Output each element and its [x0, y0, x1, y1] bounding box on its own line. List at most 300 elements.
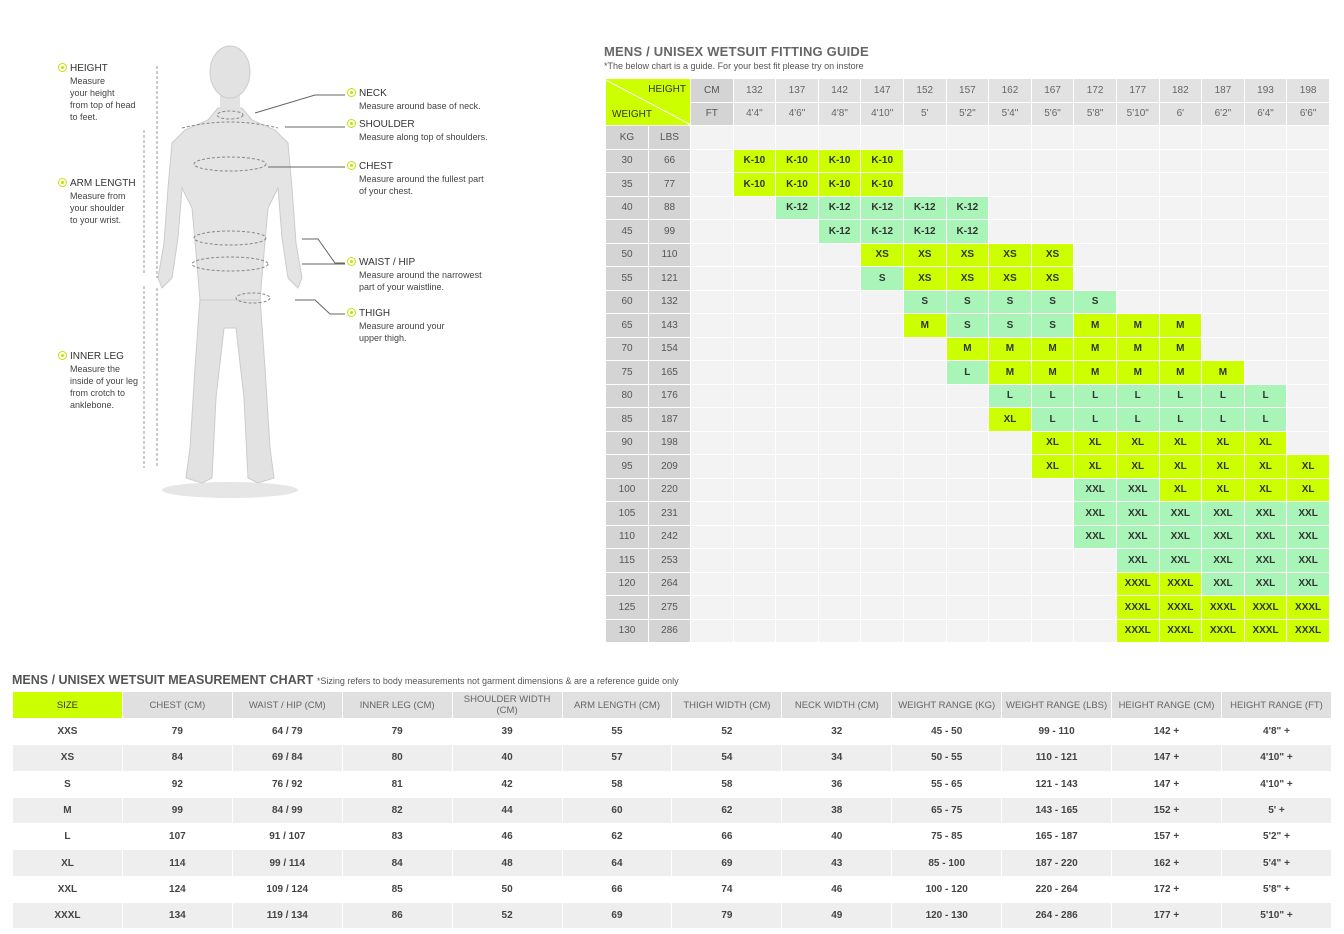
- grid-cell: [861, 478, 904, 502]
- table-cell: 45 - 50: [892, 719, 1002, 745]
- grid-cell: [1159, 290, 1202, 314]
- grid-cell: [1074, 196, 1117, 220]
- height-ft-header: 4'6": [776, 102, 819, 126]
- table-cell: 50 - 55: [892, 745, 1002, 771]
- grid-cell: [776, 455, 819, 479]
- grid-cell: [818, 126, 861, 150]
- grid-cell: [1159, 149, 1202, 173]
- grid-cell: [776, 596, 819, 620]
- size-cell: M: [1074, 314, 1117, 338]
- weight-lbs: 165: [649, 361, 691, 385]
- weight-kg: 90: [606, 431, 649, 455]
- table-cell: 66: [562, 876, 672, 902]
- size-cell: XS: [903, 267, 946, 291]
- grid-cell: [776, 384, 819, 408]
- table-row: [13, 903, 1332, 929]
- height-ft-header: 5': [903, 102, 946, 126]
- table-cell: 52: [452, 903, 562, 929]
- grid-cell: [776, 478, 819, 502]
- grid-cell: [691, 173, 734, 197]
- size-label: XL: [13, 850, 123, 876]
- table-cell: 91 / 107: [232, 824, 342, 850]
- table-cell: 4'10" +: [1221, 745, 1331, 771]
- measurement-chart-title: MENS / UNISEX WETSUIT MEASUREMENT CHART *Sizing refers to body measurements not garment dimensions & are a reference guide only: [12, 673, 679, 687]
- weight-kg: 30: [606, 149, 649, 173]
- grid-cell: [946, 619, 989, 643]
- table-cell: 124: [122, 876, 232, 902]
- size-cell: XL: [1159, 431, 1202, 455]
- weight-row: [606, 314, 1330, 338]
- table-cell: 62: [562, 824, 672, 850]
- grid-cell: [1031, 173, 1074, 197]
- grid-cell: [903, 596, 946, 620]
- grid-cell: [818, 361, 861, 385]
- table-cell: 46: [782, 876, 892, 902]
- weight-kg: 130: [606, 619, 649, 643]
- callout-inner-leg: INNER LEG Measure the inside of your leg from crotch to anklebone.: [58, 351, 148, 411]
- grid-cell: [691, 619, 734, 643]
- grid-cell: [989, 502, 1032, 526]
- height-ft-header: 5'10": [1116, 102, 1159, 126]
- size-cell: XXXL: [1287, 596, 1330, 620]
- grid-cell: [1287, 290, 1330, 314]
- measurement-chart-table: [12, 691, 1332, 929]
- grid-cell: [733, 196, 776, 220]
- grid-cell: [861, 337, 904, 361]
- grid-cell: [1031, 149, 1074, 173]
- weight-row: [606, 384, 1330, 408]
- height-cm-header: 172: [1074, 79, 1117, 103]
- size-cell: K-10: [861, 149, 904, 173]
- height-ft-header: 6': [1159, 102, 1202, 126]
- column-header: SHOULDER WIDTH (CM): [452, 692, 562, 719]
- target-icon: [347, 161, 356, 170]
- grid-cell: [1287, 126, 1330, 150]
- size-cell: K-10: [733, 173, 776, 197]
- weight-kg: 55: [606, 267, 649, 291]
- callout-chest: CHEST Measure around the fullest part of your chest.: [347, 161, 497, 197]
- size-cell: L: [1031, 408, 1074, 432]
- column-header: THIGH WIDTH (CM): [672, 692, 782, 719]
- height-axis-label: HEIGHT: [648, 83, 686, 95]
- grid-cell: [1031, 502, 1074, 526]
- size-cell: XXL: [1116, 525, 1159, 549]
- table-cell: 4'10" +: [1221, 771, 1331, 797]
- weight-row: [606, 220, 1330, 244]
- grid-cell: [861, 408, 904, 432]
- grid-cell: [691, 431, 734, 455]
- weight-lbs: 286: [649, 619, 691, 643]
- size-cell: L: [1202, 408, 1245, 432]
- table-cell: 5'4" +: [1221, 850, 1331, 876]
- grid-cell: [1116, 220, 1159, 244]
- weight-row: [606, 290, 1330, 314]
- height-cm-header: 132: [733, 79, 776, 103]
- weight-row: [606, 502, 1330, 526]
- size-label: M: [13, 797, 123, 823]
- table-cell: 42: [452, 771, 562, 797]
- table-row: [13, 797, 1332, 823]
- target-icon: [58, 63, 67, 72]
- weight-kg: 85: [606, 408, 649, 432]
- grid-cell: [861, 549, 904, 573]
- weight-kg: 65: [606, 314, 649, 338]
- table-cell: 109 / 124: [232, 876, 342, 902]
- grid-cell: [776, 220, 819, 244]
- weight-row: [606, 572, 1330, 596]
- callout-arm-length: ARM LENGTH Measure from your shoulder to your wrist.: [58, 178, 148, 226]
- weight-kg: 60: [606, 290, 649, 314]
- grid-cell: [1074, 596, 1117, 620]
- grid-cell: [1031, 478, 1074, 502]
- grid-cell: [1202, 314, 1245, 338]
- table-cell: 119 / 134: [232, 903, 342, 929]
- size-cell: S: [1031, 314, 1074, 338]
- grid-cell: [1116, 196, 1159, 220]
- size-cell: L: [1244, 408, 1287, 432]
- grid-cell: [691, 220, 734, 244]
- size-cell: XL: [1159, 455, 1202, 479]
- grid-cell: [818, 431, 861, 455]
- grid-cell: [861, 126, 904, 150]
- size-cell: XXXL: [1287, 619, 1330, 643]
- size-cell: XXL: [1202, 502, 1245, 526]
- size-cell: XXL: [1202, 549, 1245, 573]
- size-cell: XXL: [1074, 478, 1117, 502]
- column-header: CHEST (CM): [122, 692, 232, 719]
- table-cell: 46: [452, 824, 562, 850]
- grid-cell: [776, 549, 819, 573]
- grid-cell: [733, 431, 776, 455]
- table-cell: 57: [562, 745, 672, 771]
- table-cell: 81: [342, 771, 452, 797]
- size-cell: XXL: [1287, 502, 1330, 526]
- height-weight-corner: [606, 79, 691, 126]
- grid-cell: [733, 572, 776, 596]
- table-cell: 55: [562, 719, 672, 745]
- grid-cell: [733, 455, 776, 479]
- grid-cell: [1287, 384, 1330, 408]
- weight-lbs: 110: [649, 243, 691, 267]
- grid-cell: [903, 525, 946, 549]
- grid-cell: [691, 126, 734, 150]
- table-cell: 40: [782, 824, 892, 850]
- grid-cell: [1287, 361, 1330, 385]
- grid-cell: [989, 455, 1032, 479]
- grid-cell: [1074, 149, 1117, 173]
- size-label: XXXL: [13, 903, 123, 929]
- table-cell: 5'2" +: [1221, 824, 1331, 850]
- size-cell: XS: [1031, 267, 1074, 291]
- grid-cell: [733, 243, 776, 267]
- table-cell: 50: [452, 876, 562, 902]
- grid-cell: [903, 337, 946, 361]
- table-cell: 4'8" +: [1221, 719, 1331, 745]
- size-cell: L: [1074, 408, 1117, 432]
- grid-cell: [861, 290, 904, 314]
- height-cm-header: 157: [946, 79, 989, 103]
- grid-cell: [818, 455, 861, 479]
- grid-cell: [733, 314, 776, 338]
- grid-cell: [861, 525, 904, 549]
- column-header: WEIGHT RANGE (KG): [892, 692, 1002, 719]
- weight-axis-label: WEIGHT: [612, 108, 652, 120]
- size-cell: S: [989, 314, 1032, 338]
- size-cell: M: [1074, 361, 1117, 385]
- measurement-chart-note: *Sizing refers to body measurements not garment dimensions & are a reference guide only: [316, 676, 679, 686]
- table-cell: 80: [342, 745, 452, 771]
- size-cell: M: [1031, 361, 1074, 385]
- grid-cell: [818, 243, 861, 267]
- size-cell: XL: [1202, 431, 1245, 455]
- grid-cell: [691, 408, 734, 432]
- size-label: L: [13, 824, 123, 850]
- grid-cell: [1244, 173, 1287, 197]
- size-cell: XXL: [1116, 478, 1159, 502]
- table-cell: 43: [782, 850, 892, 876]
- grid-cell: [691, 596, 734, 620]
- table-cell: 142 +: [1112, 719, 1222, 745]
- grid-cell: [1031, 525, 1074, 549]
- table-cell: 62: [672, 797, 782, 823]
- grid-cell: [1244, 267, 1287, 291]
- size-cell: S: [946, 290, 989, 314]
- weight-kg: 70: [606, 337, 649, 361]
- grid-cell: [733, 525, 776, 549]
- size-cell: K-12: [903, 196, 946, 220]
- column-header: WAIST / HIP (CM): [232, 692, 342, 719]
- table-cell: 32: [782, 719, 892, 745]
- grid-cell: [1074, 173, 1117, 197]
- size-cell: XL: [1031, 455, 1074, 479]
- table-cell: 5' +: [1221, 797, 1331, 823]
- grid-cell: [1159, 220, 1202, 244]
- weight-lbs: 77: [649, 173, 691, 197]
- grid-cell: [946, 408, 989, 432]
- grid-cell: [776, 361, 819, 385]
- table-cell: 69: [562, 903, 672, 929]
- grid-cell: [861, 502, 904, 526]
- size-cell: M: [1159, 361, 1202, 385]
- table-cell: 147 +: [1112, 745, 1222, 771]
- grid-cell: [733, 619, 776, 643]
- size-cell: XL: [989, 408, 1032, 432]
- weight-lbs: 154: [649, 337, 691, 361]
- grid-cell: [1202, 126, 1245, 150]
- grid-cell: [1287, 267, 1330, 291]
- size-cell: XXL: [1244, 572, 1287, 596]
- grid-cell: [1031, 596, 1074, 620]
- table-cell: 66: [672, 824, 782, 850]
- size-cell: XXL: [1159, 525, 1202, 549]
- grid-cell: [903, 455, 946, 479]
- size-cell: K-12: [946, 196, 989, 220]
- size-cell: XL: [1202, 478, 1245, 502]
- table-cell: 65 - 75: [892, 797, 1002, 823]
- grid-cell: [1116, 173, 1159, 197]
- table-cell: 187 - 220: [1002, 850, 1112, 876]
- weight-row: [606, 596, 1330, 620]
- size-cell: XXL: [1116, 549, 1159, 573]
- grid-cell: [776, 337, 819, 361]
- size-cell: XXXL: [1244, 596, 1287, 620]
- grid-cell: [776, 408, 819, 432]
- size-cell: L: [1031, 384, 1074, 408]
- size-cell: XXXL: [1116, 572, 1159, 596]
- table-cell: 69: [672, 850, 782, 876]
- target-icon: [347, 88, 356, 97]
- grid-cell: [903, 126, 946, 150]
- column-header: SIZE: [13, 692, 123, 719]
- table-cell: 110 - 121: [1002, 745, 1112, 771]
- weight-kg: 45: [606, 220, 649, 244]
- size-cell: XL: [1287, 478, 1330, 502]
- grid-cell: [1031, 549, 1074, 573]
- grid-cell: [1031, 619, 1074, 643]
- grid-cell: [818, 619, 861, 643]
- grid-cell: [903, 502, 946, 526]
- weight-row: [606, 525, 1330, 549]
- size-cell: XS: [946, 267, 989, 291]
- table-row: [13, 824, 1332, 850]
- height-cm-header: 198: [1287, 79, 1330, 103]
- weight-lbs: 143: [649, 314, 691, 338]
- size-cell: XL: [1074, 455, 1117, 479]
- grid-cell: [1202, 290, 1245, 314]
- grid-cell: [1116, 126, 1159, 150]
- grid-cell: [946, 549, 989, 573]
- grid-cell: [1244, 361, 1287, 385]
- size-cell: XL: [1287, 455, 1330, 479]
- weight-kg: 120: [606, 572, 649, 596]
- grid-cell: [1287, 431, 1330, 455]
- grid-cell: [776, 619, 819, 643]
- grid-cell: [989, 126, 1032, 150]
- grid-cell: [1202, 149, 1245, 173]
- table-cell: 220 - 264: [1002, 876, 1112, 902]
- table-cell: 79: [122, 719, 232, 745]
- size-cell: M: [903, 314, 946, 338]
- size-cell: XXXL: [1202, 596, 1245, 620]
- size-cell: S: [1031, 290, 1074, 314]
- weight-row: [606, 196, 1330, 220]
- grid-cell: [776, 267, 819, 291]
- grid-cell: [946, 572, 989, 596]
- weight-kg: 50: [606, 243, 649, 267]
- size-cell: XL: [1202, 455, 1245, 479]
- table-cell: 34: [782, 745, 892, 771]
- grid-cell: [1244, 126, 1287, 150]
- table-cell: 69 / 84: [232, 745, 342, 771]
- grid-cell: [989, 220, 1032, 244]
- grid-cell: [1031, 220, 1074, 244]
- size-cell: XS: [989, 267, 1032, 291]
- table-cell: 99 - 110: [1002, 719, 1112, 745]
- grid-cell: [1202, 337, 1245, 361]
- size-cell: XXXL: [1202, 619, 1245, 643]
- grid-cell: [733, 220, 776, 244]
- table-cell: 147 +: [1112, 771, 1222, 797]
- grid-cell: [1202, 220, 1245, 244]
- table-cell: 64 / 79: [232, 719, 342, 745]
- grid-cell: [776, 126, 819, 150]
- size-cell: XXXL: [1159, 572, 1202, 596]
- size-cell: K-12: [818, 196, 861, 220]
- grid-cell: [1159, 126, 1202, 150]
- grid-cell: [1287, 196, 1330, 220]
- column-header: NECK WIDTH (CM): [782, 692, 892, 719]
- weight-lbs: 198: [649, 431, 691, 455]
- size-cell: XXL: [1202, 572, 1245, 596]
- table-cell: 143 - 165: [1002, 797, 1112, 823]
- grid-cell: [818, 267, 861, 291]
- grid-cell: [776, 314, 819, 338]
- weight-row: [606, 361, 1330, 385]
- size-cell: XS: [861, 243, 904, 267]
- size-cell: K-10: [733, 149, 776, 173]
- grid-cell: [903, 149, 946, 173]
- grid-cell: [691, 267, 734, 291]
- grid-cell: [818, 478, 861, 502]
- size-cell: K-10: [776, 149, 819, 173]
- grid-cell: [818, 314, 861, 338]
- size-cell: K-10: [818, 173, 861, 197]
- grid-cell: [1287, 243, 1330, 267]
- weight-kg: 80: [606, 384, 649, 408]
- size-cell: XXXL: [1159, 619, 1202, 643]
- table-cell: 5'10" +: [1221, 903, 1331, 929]
- size-cell: XS: [946, 243, 989, 267]
- size-cell: XXXL: [1116, 596, 1159, 620]
- table-cell: 120 - 130: [892, 903, 1002, 929]
- size-cell: K-10: [776, 173, 819, 197]
- size-cell: XS: [989, 243, 1032, 267]
- grid-cell: [946, 149, 989, 173]
- grid-cell: [946, 431, 989, 455]
- size-cell: M: [1202, 361, 1245, 385]
- table-cell: 152 +: [1112, 797, 1222, 823]
- height-ft-header: 4'10": [861, 102, 904, 126]
- target-icon: [58, 351, 67, 360]
- size-cell: M: [989, 337, 1032, 361]
- grid-cell: [903, 478, 946, 502]
- grid-cell: [989, 596, 1032, 620]
- grid-cell: [818, 290, 861, 314]
- size-cell: L: [1202, 384, 1245, 408]
- weight-row: [606, 243, 1330, 267]
- callout-thigh: THIGH Measure around your upper thigh.: [347, 308, 497, 344]
- size-cell: XXXL: [1116, 619, 1159, 643]
- size-cell: K-12: [776, 196, 819, 220]
- weight-lbs: 275: [649, 596, 691, 620]
- size-cell: XL: [1116, 455, 1159, 479]
- grid-cell: [861, 314, 904, 338]
- size-cell: XL: [1244, 478, 1287, 502]
- size-cell: XS: [903, 243, 946, 267]
- table-cell: 165 - 187: [1002, 824, 1112, 850]
- weight-kg: 95: [606, 455, 649, 479]
- grid-cell: [1074, 243, 1117, 267]
- height-cm-header: 162: [989, 79, 1032, 103]
- size-label: S: [13, 771, 123, 797]
- grid-cell: [1116, 149, 1159, 173]
- size-cell: S: [989, 290, 1032, 314]
- kg-label: KG: [606, 126, 649, 150]
- size-cell: XL: [1031, 431, 1074, 455]
- grid-cell: [1074, 267, 1117, 291]
- height-ft-header: 6'4": [1244, 102, 1287, 126]
- weight-lbs: 88: [649, 196, 691, 220]
